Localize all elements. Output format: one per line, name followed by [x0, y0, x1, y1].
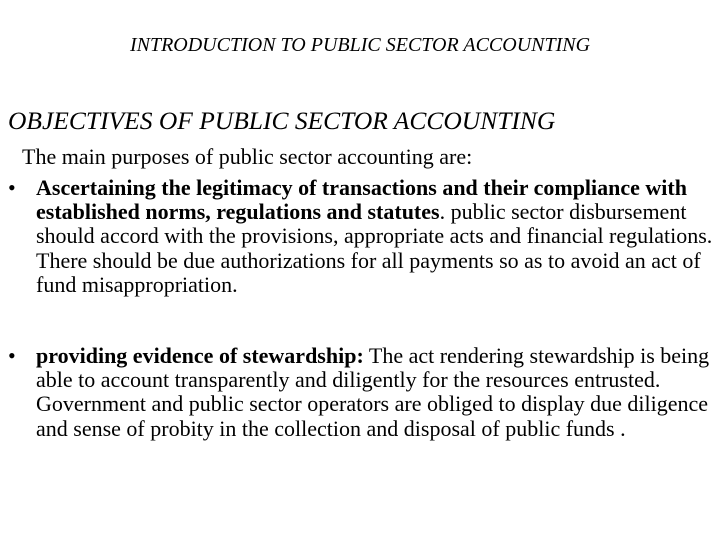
bullet-body-text: The act rendering stewardship is being able to account transparently and diligently for the resources entrusted. Government and public sector operators are obliged to display due diligence and sense of probity in the collection and disposal of public funds . — [36, 343, 710, 441]
bullet-icon: • — [8, 175, 16, 200]
intro-text: The main purposes of public sector accounting are: — [22, 144, 473, 169]
page-title: INTRODUCTION TO PUBLIC SECTOR ACCOUNTING — [129, 34, 591, 56]
bullet-text — [36, 344, 716, 441]
bullet-icon: • — [8, 343, 16, 368]
section-heading: OBJECTIVES OF PUBLIC SECTOR ACCOUNTING — [8, 106, 556, 135]
bullet-bold-text: Ascertaining the legitimacy of transactions and their compliance with established norms, regulations and statutes — [36, 175, 687, 225]
bullet-body-text: . public sector disbursement should accord with the provisions, appropriate acts and financial regulations. There should be due authorizations for all payments so as to avoid an act of fund misappropriation. — [36, 199, 713, 297]
bullet-text — [36, 176, 716, 297]
bullet-bold-text: providing evidence of stewardship: — [36, 343, 364, 368]
